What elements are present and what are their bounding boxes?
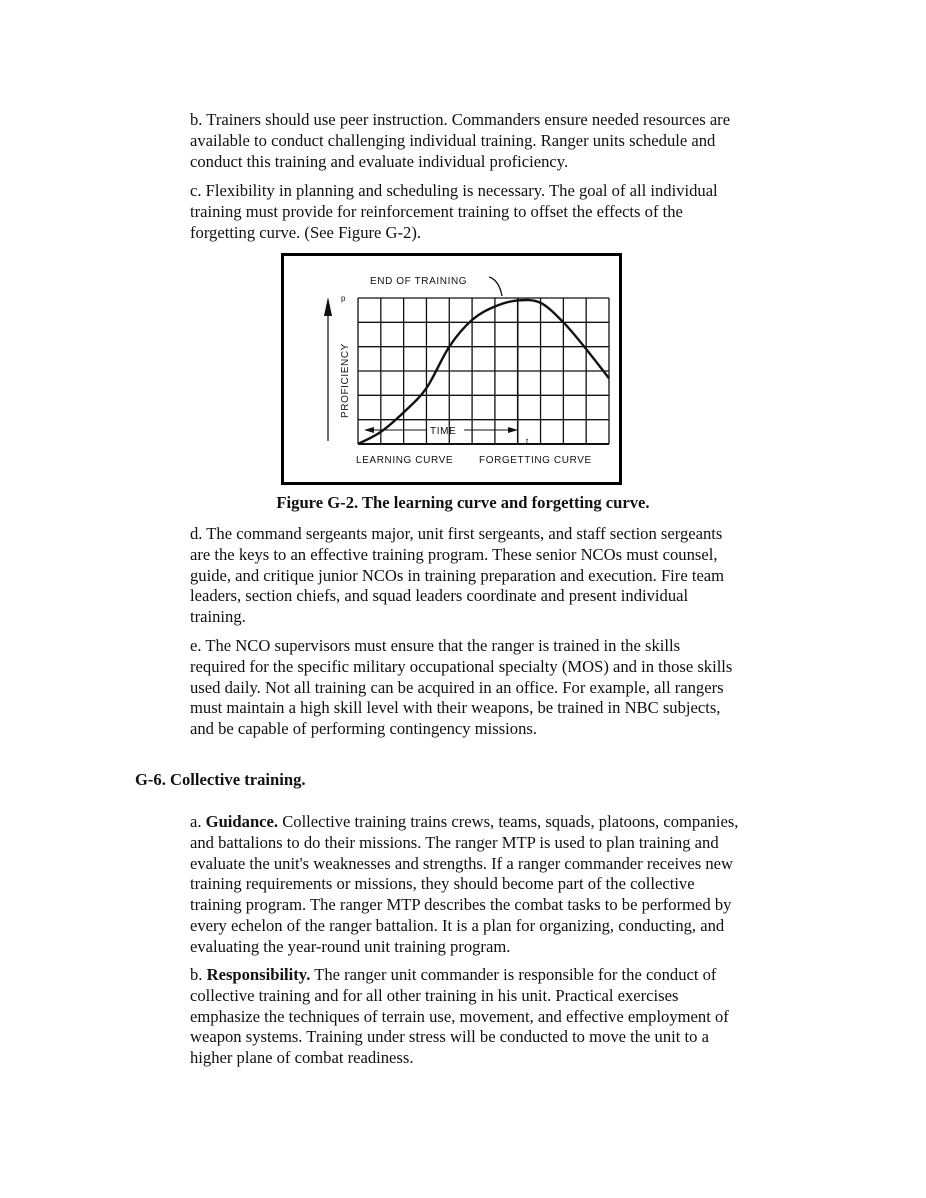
section-heading: G-6. Collective training. xyxy=(135,770,306,789)
text-line: must maintain a high skill level with their weapons, be trained in NBC subjects, xyxy=(190,698,721,718)
text-line: leaders, section chiefs, and squad leaders coordinate and present individual xyxy=(190,586,689,606)
paragraph-c-flexibility xyxy=(190,181,810,243)
grid xyxy=(358,298,609,444)
forgetting-curve-label: FORGETTING CURVE xyxy=(479,455,592,466)
text-line: and be capable of performing contingency missions. xyxy=(190,719,537,739)
text-line: used daily. Not all training can be acquired in an office. For example, all rangers xyxy=(190,677,724,697)
paragraph-d-senior-ncos xyxy=(190,524,810,628)
text-line: higher plane of combat readiness. xyxy=(190,1048,414,1068)
text-line: conduct this training and evaluate individual proficiency. xyxy=(190,151,569,171)
text-line: available to conduct challenging individual training. Ranger units schedule and xyxy=(190,130,716,150)
text-line: training must provide for reinforcement training to offset the effects of the xyxy=(190,201,683,221)
paragraph-lead-term: Responsibility. xyxy=(206,965,311,984)
text-line: d. The command sergeants major, unit first sergeants, and staff section sergeants xyxy=(190,524,723,543)
text-line: a. Guidance. Collective training trains crews, teams, squads, platoons, companies, xyxy=(190,812,739,831)
figure-learning-forgetting-curve xyxy=(281,253,622,485)
text-line: evaluate the unit's weaknesses and strengths. If a ranger commander receives new xyxy=(190,853,733,873)
text-line: weapon systems. Training under stress will be conducted to move the unit to a xyxy=(190,1027,709,1047)
proficiency-curve xyxy=(358,300,609,444)
t-label: t xyxy=(526,437,529,446)
proficiency-label: PROFICIENCY xyxy=(340,343,351,418)
text-line: training. xyxy=(190,607,246,627)
end-of-training-arrow xyxy=(489,277,502,296)
text-line: b. Responsibility. The ranger unit commander is responsible for the conduct of xyxy=(190,965,717,984)
paragraph-lead-term: Guidance. xyxy=(205,812,279,831)
text-line: evaluating the year-round unit training program. xyxy=(190,936,511,956)
time-arrowhead-right xyxy=(508,427,518,433)
text-line: e. The NCO supervisors must ensure that the ranger is trained in the skills xyxy=(190,636,681,655)
text-line: training requirements or missions, they should become part of the collective xyxy=(190,874,695,894)
figure-caption: Figure G-2. The learning curve and forgetting curve. xyxy=(276,493,650,512)
time-arrowhead-left xyxy=(364,427,374,433)
text-line: emphasize the techniques of terrain use, movement, and effective employment of xyxy=(190,1006,729,1026)
y-axis-arrowhead xyxy=(324,297,332,316)
text-line: every echelon of the ranger battalion. It is a plan for organizing, conducting, and xyxy=(190,915,725,935)
text-line: and battalions to do their missions. The ranger MTP is used to plan training and xyxy=(190,832,719,852)
text-line: c. Flexibility in planning and scheduling is necessary. The goal of all individual xyxy=(190,181,718,200)
text-line: collective training and for all other training in his unit. Practical exercises xyxy=(190,985,679,1005)
paragraph-a-guidance xyxy=(190,812,810,958)
paragraph-b-peer-instruction xyxy=(190,110,810,172)
text-line: are the keys to an effective training program. These senior NCOs must counsel, xyxy=(190,544,718,564)
end-of-training-label: END OF TRAINING xyxy=(370,276,468,287)
learning-curve-label: LEARNING CURVE xyxy=(356,455,454,466)
curve-diagram xyxy=(284,256,619,482)
text-line: training program. The ranger MTP describes the combat tasks to be performed by xyxy=(190,895,732,915)
p-label: p xyxy=(341,294,347,303)
text-line: required for the specific military occupational specialty (MOS) and in those skills xyxy=(190,656,733,676)
time-label: TIME xyxy=(430,426,457,437)
paragraph-b-responsibility xyxy=(190,965,810,1069)
paragraph-e-nco-supervisors xyxy=(190,636,810,740)
text-line: b. Trainers should use peer instruction. Commanders ensure needed resources are xyxy=(190,110,731,129)
text-line: forgetting curve. (See Figure G-2). xyxy=(190,222,422,242)
text-line: guide, and critique junior NCOs in training preparation and execution. Fire team xyxy=(190,565,725,585)
